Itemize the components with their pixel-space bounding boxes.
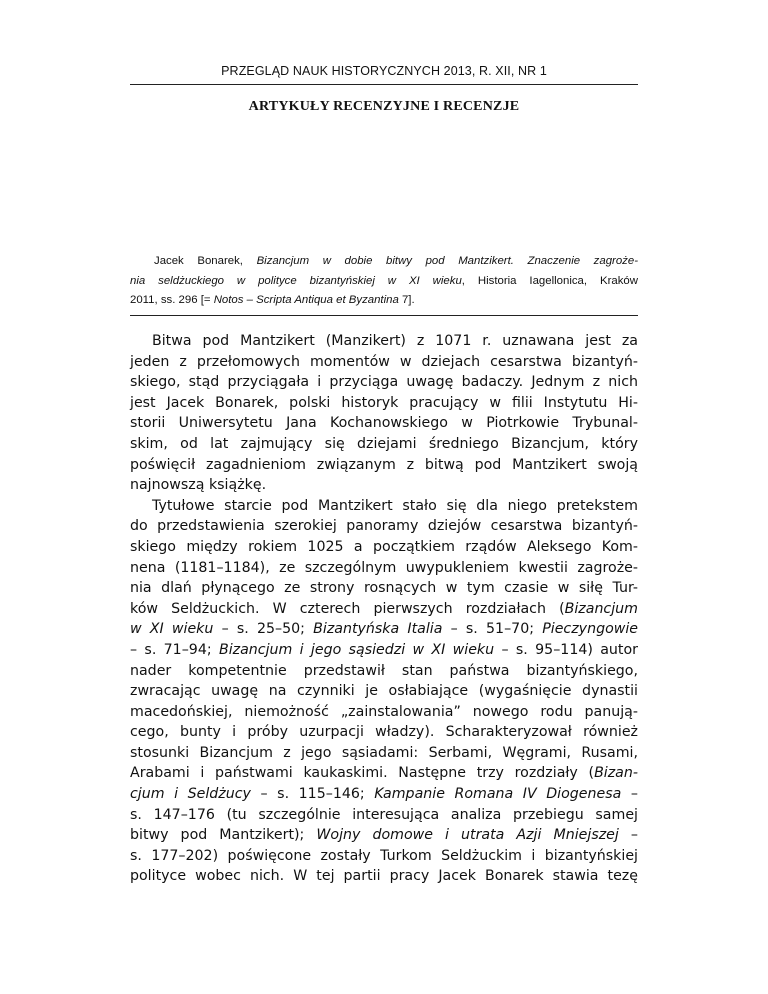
text-run: skim, od lat zajmujący się dziejami średniego Bizancjum, który — [130, 435, 638, 452]
text-run: Tytułowe starcie pod Mantzikert stało się dla niego pretekstem — [152, 497, 638, 514]
body-line — [130, 434, 638, 455]
text-run: nena (1181–1184), ze szczególnym uwypukleniem kwestii zagroże- — [130, 559, 638, 576]
italic-text-run: Wojny domowe i utrata Azji Mniejszej — [316, 827, 619, 844]
text-run: Arabami i państwami kaukaskimi. Następne trzy rozdziały ( — [130, 765, 595, 782]
body-line — [130, 784, 638, 805]
italic-text-run: nia seldżuckiego w polityce bizantyńskiej w XI wieku — [130, 274, 462, 287]
text-run: – s. 51–70; — [442, 621, 543, 638]
body-line — [130, 640, 638, 661]
italic-text-run: Notos – Scripta Antiqua et Byzantina — [213, 294, 399, 306]
text-run: – — [618, 827, 638, 844]
italic-text-run: Bizancjum i jego sąsiedzi w XI wieku — [218, 641, 495, 658]
body-line — [130, 599, 638, 620]
body-line — [130, 558, 638, 579]
text-run: – s. 71–94; — [130, 641, 219, 658]
body-line — [130, 681, 638, 702]
text-run: Jacek Bonarek, — [154, 255, 257, 267]
citation-line — [130, 252, 638, 272]
italic-text-run: w XI wieku — [130, 621, 214, 638]
body-line — [130, 537, 638, 558]
text-run: – s. 95–114) autor — [494, 641, 638, 658]
body-line — [130, 763, 638, 784]
body-line — [130, 661, 638, 682]
italic-text-run: Bizan- — [594, 765, 638, 782]
citation-rule — [130, 315, 638, 316]
body-line — [130, 805, 638, 826]
text-run: zwracając uwagę na czynniki je osłabiające (wygaśnięcie dynastii — [130, 683, 638, 700]
italic-text-run: cjum i Seldżucy — [130, 786, 251, 803]
text-run: jeden z przełomowych momentów w dziejach cesarstwa bizantyń- — [130, 353, 638, 370]
body-line — [130, 455, 638, 476]
citation-line — [130, 291, 638, 311]
text-run: jest Jacek Bonarek, polski historyk pracujący w filii Instytutu Hi- — [130, 394, 638, 411]
body-line — [130, 352, 638, 373]
text-run: s. 177–202) poświęcone zostały Turkom Seldżuckim i bizantyńskiej — [130, 847, 638, 864]
text-run: – — [621, 786, 639, 803]
italic-text-run: Bizancjum — [564, 600, 638, 617]
italic-text-run: Pieczyngowie — [542, 621, 639, 638]
running-head: PRZEGLĄD NAUK HISTORYCZNYCH 2013, R. XII, NR 1 — [221, 64, 547, 78]
body-line — [130, 331, 638, 352]
text-run: nia dlań płynącego ze strony rosnących w tym czasie w siłę Tur- — [130, 580, 638, 597]
text-run: polityce wobec nich. W tej partii pracy Jacek Bonarek stawia tezę — [130, 868, 638, 885]
italic-text-run: Kampanie Romana IV Diogenesa — [374, 786, 622, 803]
text-run: do przedstawienia szerokiej panoramy dziejów cesarstwa bizantyń- — [130, 518, 638, 535]
header-rule — [130, 84, 638, 85]
text-run: , Historia Iagellonica, Kraków — [461, 274, 638, 287]
review-body-text — [130, 331, 638, 887]
text-run: poświęcił zagadnieniom związanym z bitwą pod Mantzikert swoją — [130, 456, 638, 473]
text-run: skiego, stąd przyciągała i przyciąga uwagę badaczy. Jednym z nich — [130, 374, 638, 391]
body-line — [130, 413, 638, 434]
text-run: ków Seldżuckich. W czterech pierwszych rozdziałach ( — [130, 600, 565, 617]
text-run: Bitwa pod Mantzikert (Manzikert) z 1071 r. uznawana jest za — [152, 333, 638, 349]
body-line — [130, 578, 638, 599]
text-run: najnowszą książkę. — [130, 477, 267, 494]
book-citation — [130, 252, 638, 311]
text-run: skiego między rokiem 1025 a początkiem rządów Aleksego Kom- — [130, 538, 638, 555]
text-run: s. 147–176 (tu szczególnie interesująca analiza przebiegu samej — [130, 806, 638, 823]
text-run: storii Uniwersytetu Jana Kochanowskiego w Piotrkowie Trybunal- — [130, 415, 638, 432]
text-run: stosunki Bizancjum z jego sąsiadami: Serbami, Węgrami, Rusami, — [130, 744, 638, 761]
text-run: – s. 25–50; — [213, 621, 314, 638]
text-run: nader kompetentnie przedstawił stan państwa bizantyńskiego, — [130, 662, 638, 679]
italic-text-run: Bizantyńska Italia — [313, 621, 443, 638]
italic-text-run: Bizancjum w dobie bitwy pod Mantzikert. Znaczenie zagroże- — [256, 255, 638, 267]
body-line — [130, 825, 638, 846]
body-line — [130, 393, 638, 414]
body-line — [130, 475, 638, 496]
body-line — [130, 516, 638, 537]
body-line — [130, 866, 638, 887]
text-run: 7]. — [398, 294, 415, 306]
citation-line — [130, 272, 638, 292]
text-run: macedońskiej, niemożność „zainstalowania” nowego rodu panują- — [130, 703, 638, 720]
body-line — [130, 743, 638, 764]
body-line — [130, 846, 638, 867]
section-title: ARTYKUŁY RECENZYJNE I RECENZJE — [248, 99, 520, 114]
body-line — [130, 702, 638, 723]
text-run: – s. 115–146; — [250, 786, 375, 803]
text-run: bitwy pod Mantzikert); — [130, 827, 317, 844]
text-run: 2011, ss. 296 [= — [130, 294, 214, 306]
body-line — [130, 619, 638, 640]
body-line — [130, 722, 638, 743]
body-line — [130, 496, 638, 517]
text-run: cego, bunty i próby uzurpacji władzy). Scharakteryzował również — [130, 724, 638, 741]
body-line — [130, 372, 638, 393]
